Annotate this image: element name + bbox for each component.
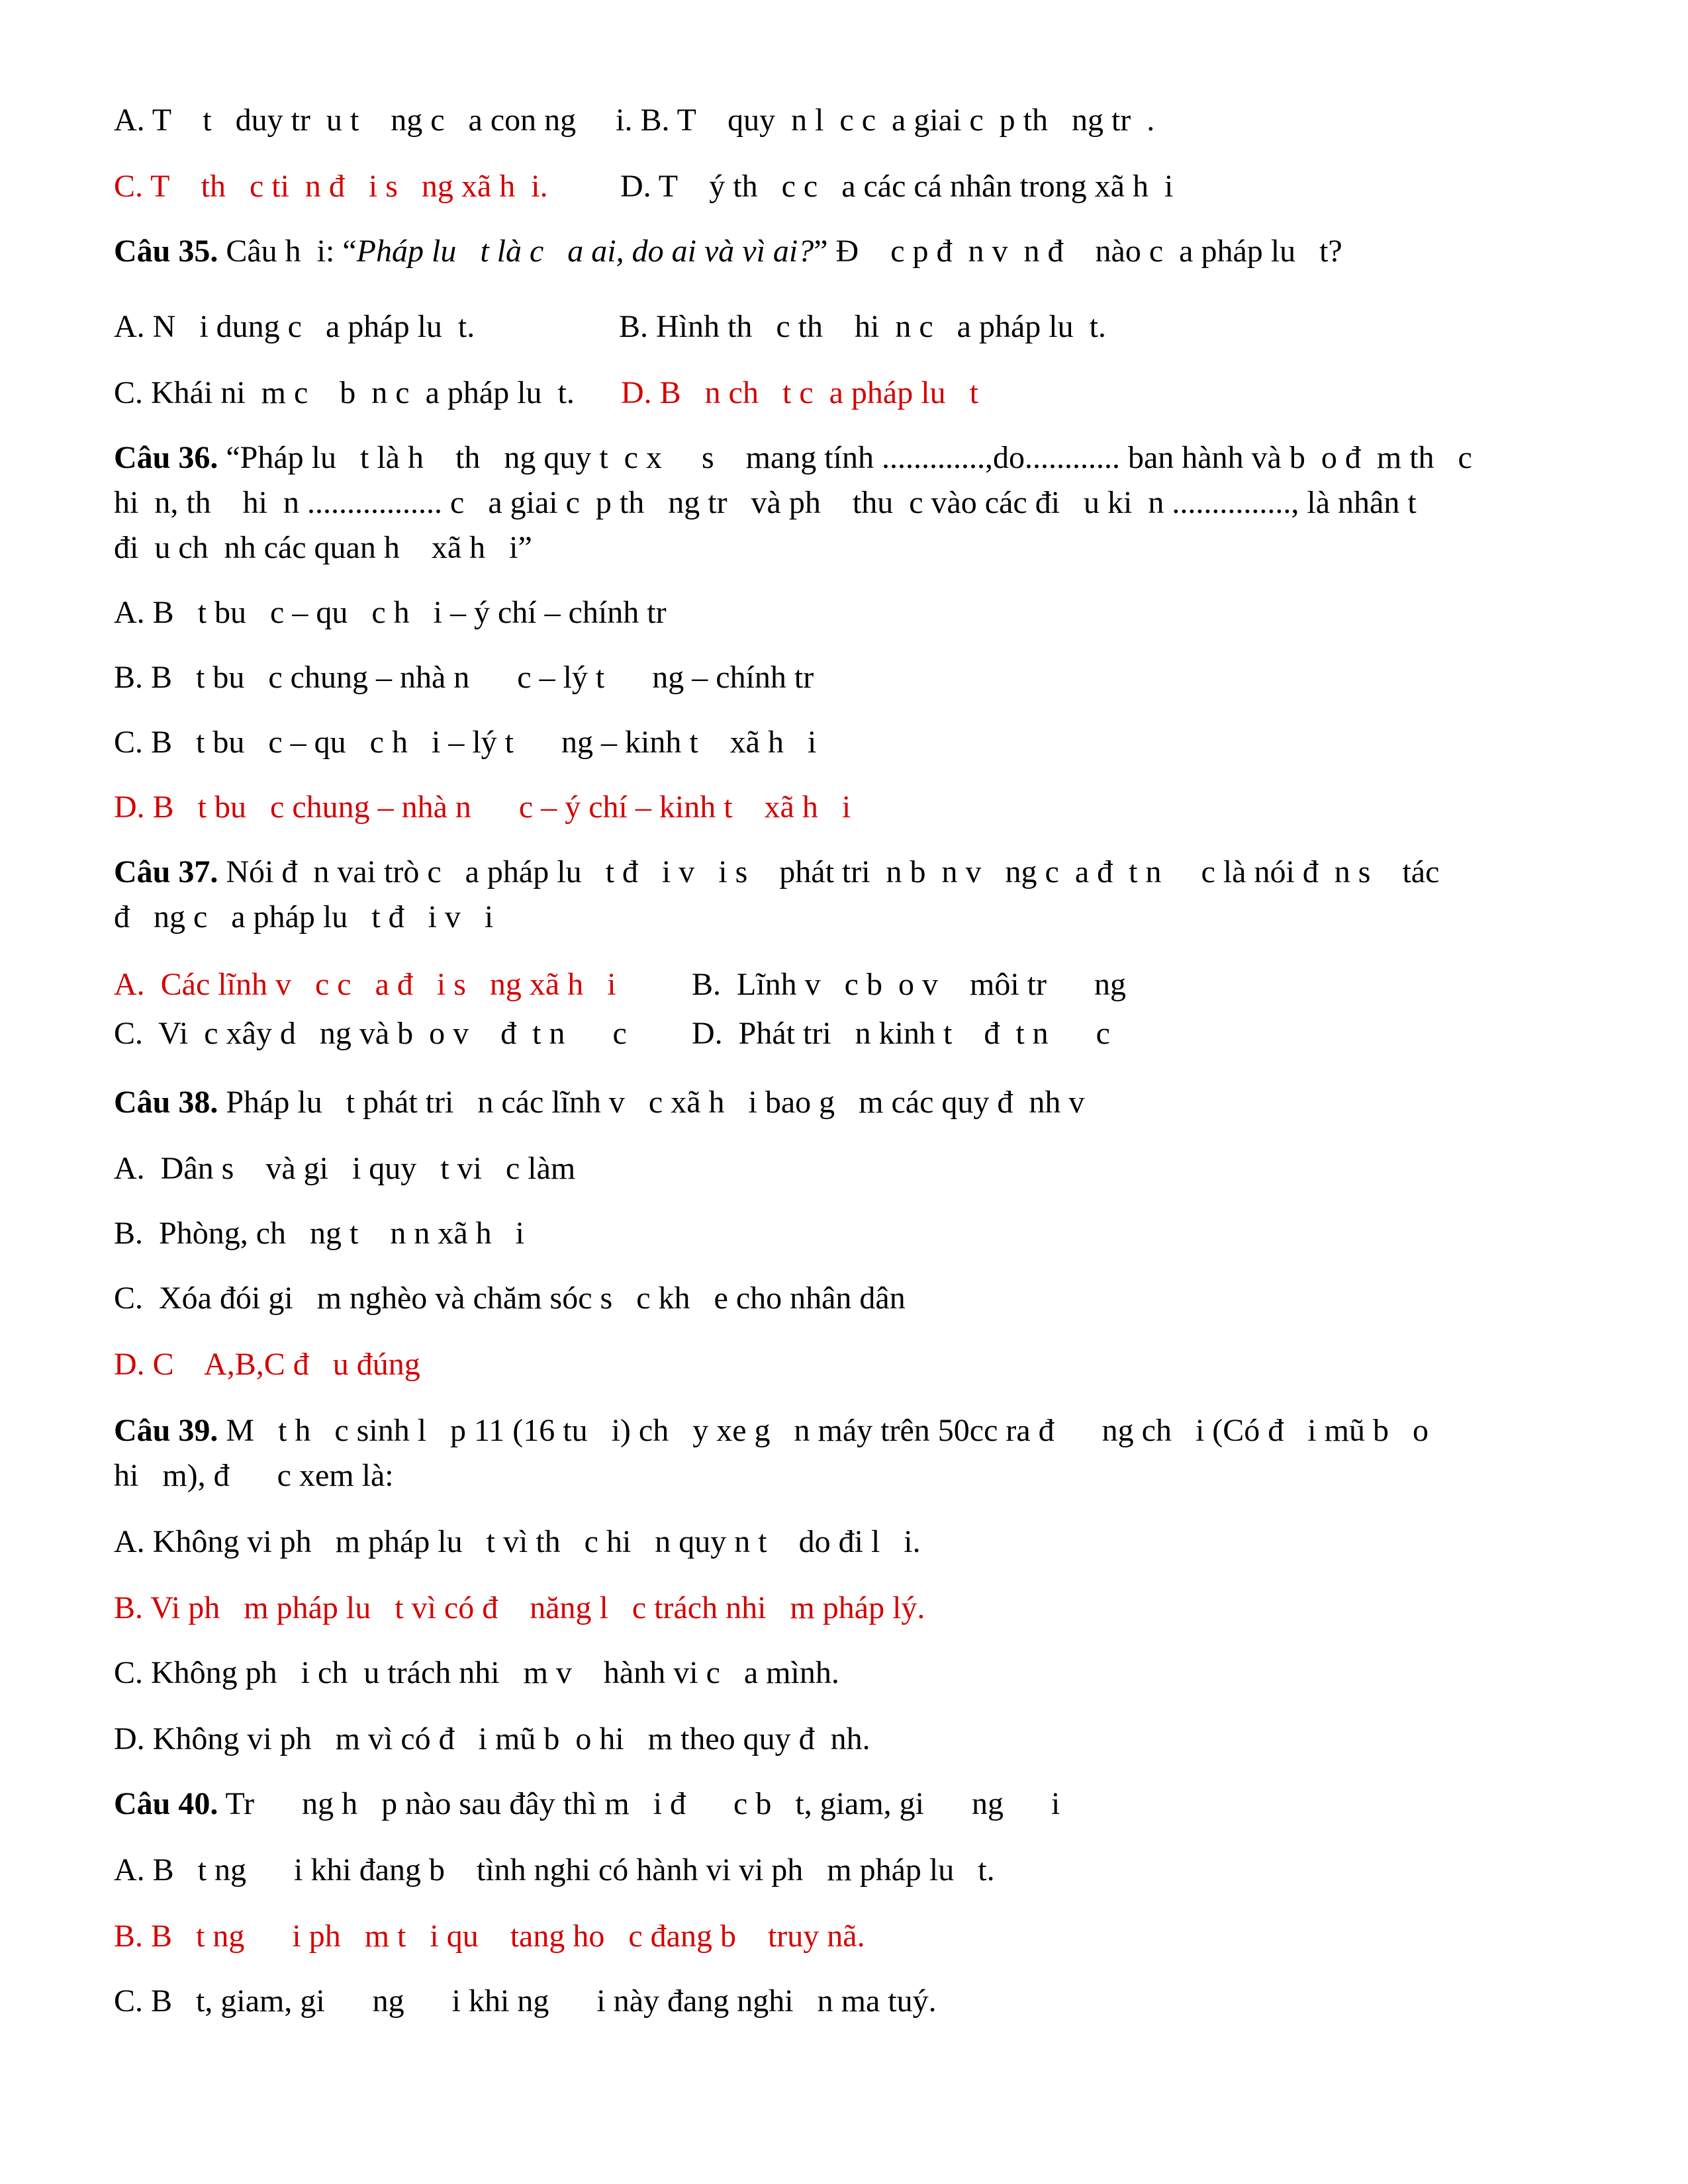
q36-option-b: B. B t bu c chung – nhà n c – lý t ng – chính tr <box>114 660 814 695</box>
q35-option-b: B. Hình th c th hi n c a pháp lu t. <box>619 309 1106 344</box>
q38-text: Pháp lu t phát tri n các lĩnh v c xã h i bao g m các quy đ nh v <box>218 1085 1085 1120</box>
q37-question-line2: đ ng c a pháp lu t đ i v i <box>114 899 494 934</box>
q39-text-line1: M t h c sinh l p 11 (16 tu i) ch y xe g n máy trên 50cc ra đ ng ch i (Có đ i mũ b o <box>218 1413 1429 1448</box>
q35-option-c: C. Khái ni m c b n c a pháp lu t. <box>114 375 575 410</box>
q36-text-line1: “Pháp lu t là h th ng quy t c x s mang tính .............,do............ ban hành và b o đ m th c <box>218 440 1472 475</box>
q34-option-ab: A. T t duy tr u t ng c a con ng i. B. T quy n l c c a giai c p th ng tr . <box>114 103 1155 138</box>
q38-label: Câu 38. <box>114 1085 218 1120</box>
q34-option-d: D. T ý th c c a các cá nhân trong xã h i <box>620 169 1174 204</box>
q35-text-a: Câu h i: “ <box>218 234 357 269</box>
q38-question <box>114 1081 1084 1124</box>
q39-option-c: C. Không ph i ch u trách nhi m v hành vi c a mình. <box>114 1655 839 1690</box>
q36-option-a: A. B t bu c – qu c h i – ý chí – chính tr <box>114 595 667 630</box>
q36-option-c: C. B t bu c – qu c h i – lý t ng – kinh t xã h i <box>114 725 817 760</box>
q35-text-italic: Pháp lu t là c a ai, do ai và vì ai? <box>356 234 814 269</box>
q35-option-d-answer: D. B n ch t c a pháp lu t <box>621 375 978 410</box>
q35-question <box>114 230 1342 273</box>
q37-option-a-answer: A. Các lĩnh v c c a đ i s ng xã h i <box>114 967 616 1002</box>
q37-text-line1: Nói đ n vai trò c a pháp lu t đ i v i s phát tri n b n v ng c a đ t n c là nói đ n s tác <box>218 854 1440 889</box>
q40-option-a: A. B t ng i khi đang b tình nghi có hành vi vi ph m pháp lu t. <box>114 1852 995 1888</box>
q38-option-d-answer: D. C A,B,C đ u đúng <box>114 1347 420 1382</box>
q40-option-c: C. B t, giam, gi ng i khi ng i này đang nghi n ma tuý. <box>114 1983 937 2019</box>
q40-text: Tr ng h p nào sau đây thì m i đ c b t, giam, gi ng i <box>218 1786 1060 1821</box>
q36-question-line1 <box>114 437 1472 479</box>
q36-question-line2: hi n, th hi n ................. c a giai c p th ng tr và ph thu c vào các đi u ki n ..............., là nhân t <box>114 485 1417 520</box>
q39-option-b-answer: B. Vi ph m pháp lu t vì có đ năng l c trách nhi m pháp lý. <box>114 1590 925 1625</box>
q39-label: Câu 39. <box>114 1413 218 1448</box>
q40-option-b-answer: B. B t ng i ph m t i qu tang ho c đang b truy nã. <box>114 1919 865 1954</box>
q36-option-d-answer: D. B t bu c chung – nhà n c – ý chí – kinh t xã h i <box>114 790 851 825</box>
q40-question <box>114 1783 1060 1825</box>
q37-option-b: B. Lĩnh v c b o v môi tr ng <box>692 967 1126 1002</box>
q39-option-d: D. Không vi ph m vì có đ i mũ b o hi m theo quy đ nh. <box>114 1721 870 1756</box>
q37-question-line1 <box>114 851 1439 893</box>
q40-label: Câu 40. <box>114 1786 218 1821</box>
q39-option-a: A. Không vi ph m pháp lu t vì th c hi n quy n t do đi l i. <box>114 1524 921 1559</box>
q39-question-line1 <box>114 1410 1429 1452</box>
q36-label: Câu 36. <box>114 440 218 475</box>
q38-option-c: C. Xóa đói gi m nghèo và chăm sóc s c kh e cho nhân dân <box>114 1281 906 1316</box>
q35-option-a: A. N i dung c a pháp lu t. <box>114 309 475 344</box>
q37-option-d: D. Phát tri n kinh t đ t n c <box>692 1016 1110 1051</box>
q39-question-line2: hi m), đ c xem là: <box>114 1458 394 1493</box>
q37-label: Câu 37. <box>114 854 218 889</box>
q35-text-b: ” Đ c p đ n v n đ nào c a pháp lu t? <box>814 234 1342 269</box>
q34-option-c-answer: C. T th c ti n đ i s ng xã h i. <box>114 169 548 204</box>
q38-option-b: B. Phòng, ch ng t n n xã h i <box>114 1216 524 1251</box>
q35-label: Câu 35. <box>114 234 218 269</box>
q37-option-c: C. Vi c xây d ng và b o v đ t n c <box>114 1016 627 1051</box>
q36-question-line3: đi u ch nh các quan h xã h i” <box>114 530 532 565</box>
q38-option-a: A. Dân s và gi i quy t vi c làm <box>114 1151 576 1186</box>
